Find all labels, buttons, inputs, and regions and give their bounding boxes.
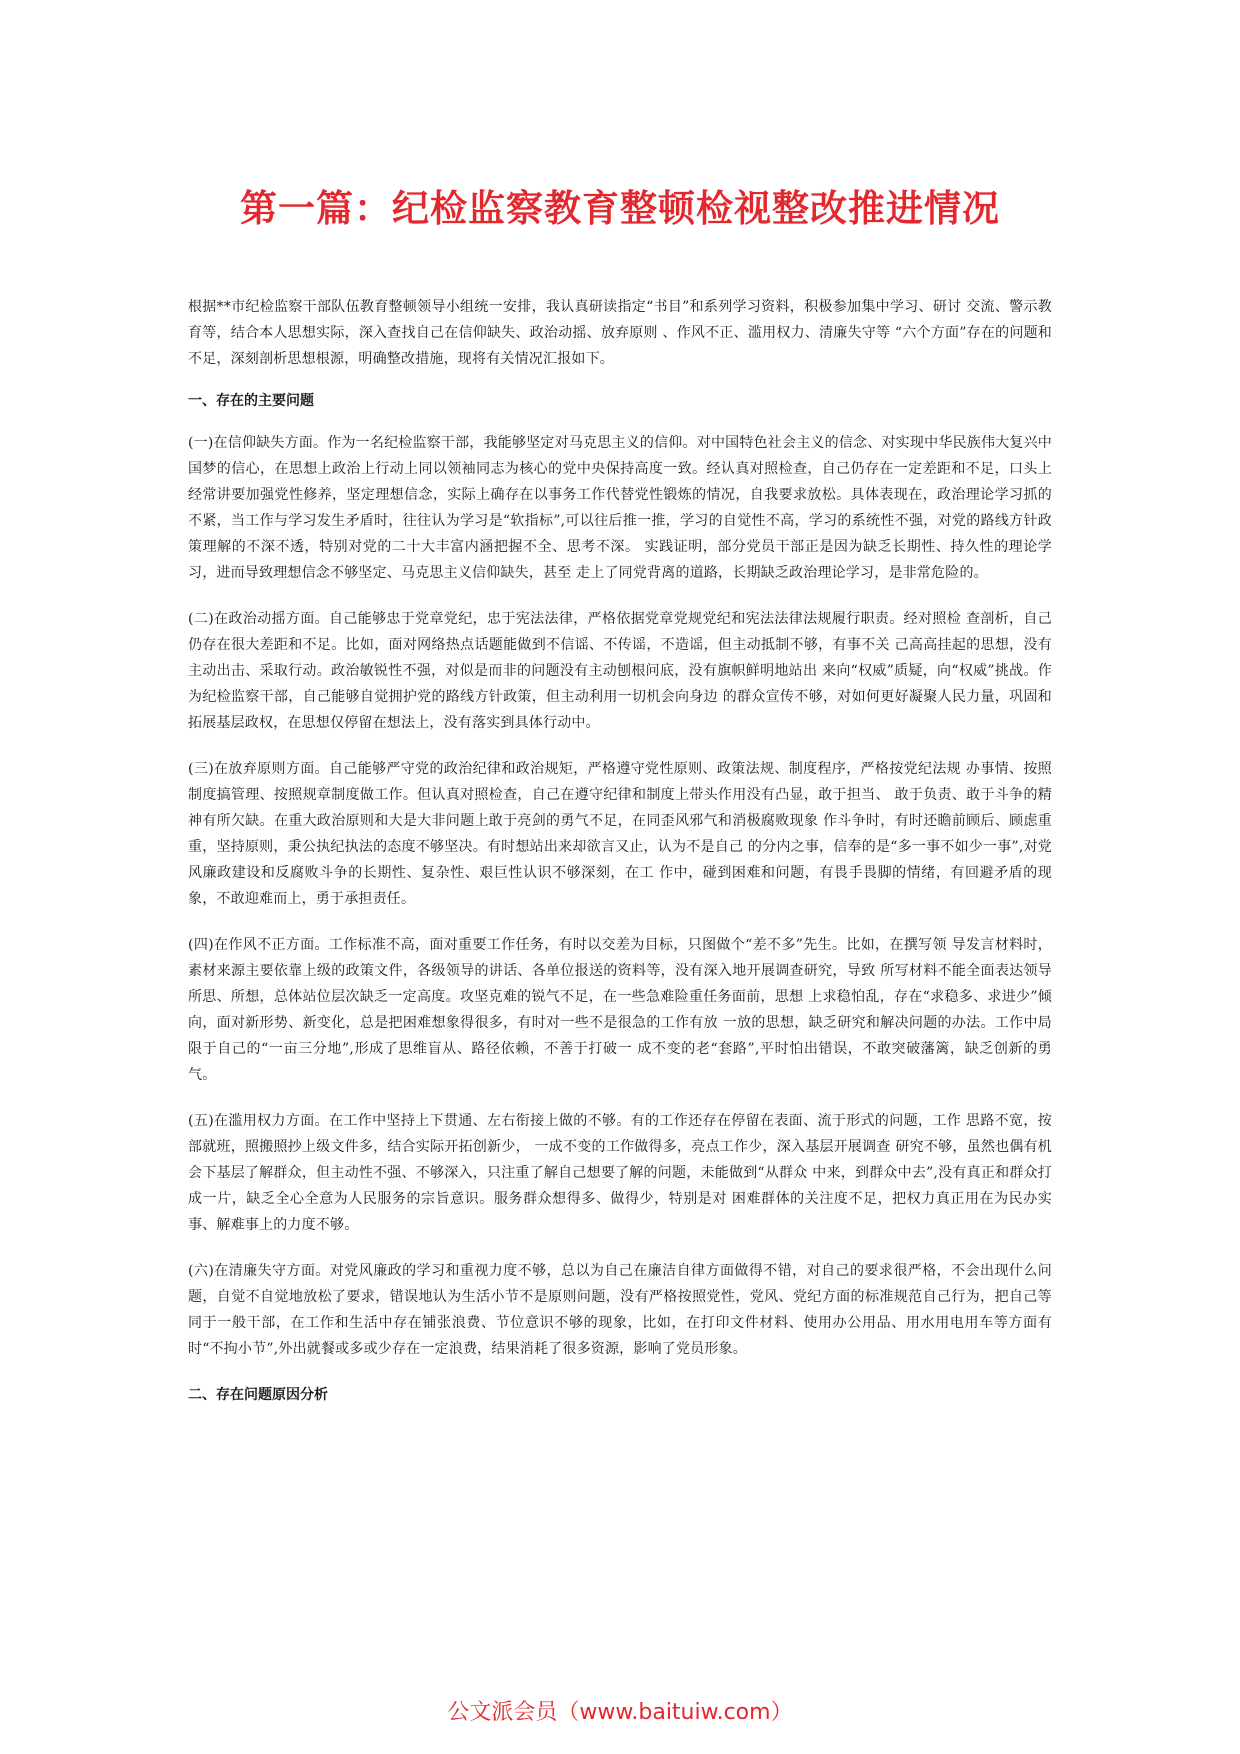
document-body [188,294,1052,1424]
paragraph-power: (五)在滥用权力方面。在工作中坚持上下贯通、左右衔接上做的不够。有的工作还存在停留在表面、流于形式的问题，工作 思路不宽，按部就班，照搬照抄上级文件多，结合实际开拓创新少， 一成不变的工作做得多，亮点工作少，深入基层开展调查 研究不够，虽然也偶有机会下基层了解群众，但主动性不强、不够深入，只注重了解自己想要了解的问题，未能做到“从群众 中来，到群众中去”,没有真正和群众打成一片，缺乏全心全意为人民服务的宗旨意识。服务群众想得多、做得少，特别是对 困难群体的关注度不足，把权力真正用在为民办实事、解难事上的力度不够。 [188,1113,1052,1233]
section-heading-problems: 一、存在的主要问题 [188,393,314,409]
paragraph-politics: (二)在政治动摇方面。自己能够忠于党章党纪，忠于宪法法律，严格依据党章党规党纪和宪法法律法规履行职责。经对照检 查剖析，自己仍存在很大差距和不足。比如，面对网络热点话题能做到不信谣、不传谣，不造谣，但主动抵制不够，有事不关 己高高挂起的思想，没有主动出击、采取行动。政治敏锐性不强，对似是而非的问题没有主动刨根问底，没有旗帜鲜明地站出 来向“权威”质疑，向“权威”挑战。作为纪检监察干部，自己能够自觉拥护党的路线方针政策，但主动利用一切机会向身边 的群众宣传不够，对如何更好凝聚人民力量，巩固和拓展基层政权，在思想仅停留在想法上，没有落实到具体行动中。 [188,611,1052,731]
footer-watermark-link[interactable]: 公文派会员（www.baituiw.com） [447,1700,793,1725]
document-title: 第一篇：纪检监察教育整顿检视整改推进情况 [240,187,1000,230]
section-heading-causes: 二、存在问题原因分析 [188,1387,328,1403]
paragraph-integrity: (六)在清廉失守方面。对党风廉政的学习和重视力度不够，总以为自己在廉洁自律方面做得不错，对自己的要求很严格，不会出现什么问题，自觉不自觉地放松了要求，错误地认为生活小节不是原则问题，没有严格按照党性，党风、党纪方面的标准规范自己行为，把自己等同于一般干部，在工作和生活中存在铺张浪费、节位意识不够的现象，比如，在打印文件材料、使用办公用品、用水用电用车等方面有时“不拘小节”,外出就餐或多或少存在一定浪费，结果消耗了很多资源，影响了党员形象。 [188,1263,1052,1357]
intro-paragraph: 根据**市纪检监察干部队伍教育整顿领导小组统一安排，我认真研读指定“书目”和系列学习资料，积极参加集中学习、研讨 交流、警示教育等，结合本人思想实际，深入查找自己在信仰缺失、政治动摇、放弃原则 、作风不正、滥用权力、清廉失守等 “六个方面”存在的问题和不足，深刻剖析思想根源，明确整改措施，现将有关情况汇报如下。 [188,299,1052,367]
paragraph-principles: (三)在放弃原则方面。自己能够严守党的政治纪律和政治规矩，严格遵守党性原则、政策法规、制度程序，严格按党纪法规 办事情、按照制度搞管理、按照规章制度做工作。但认真对照检查，自己在遵守纪律和制度上带头作用没有凸显，敢于担当、 敢于负责、敢于斗争的精神有所欠缺。在重大政治原则和大是大非问题上敢于亮剑的勇气不足，在同歪风邪气和消极腐败现象 作斗争时，有时还瞻前顾后、顾虑重重，坚持原则，秉公执纪执法的态度不够坚决。有时想站出来却欲言又止，认为不是自己 的分内之事，信奉的是“多一事不如少一事”,对党风廉政建设和反腐败斗争的长期性、复杂性、艰巨性认识不够深刻，在工 作中，碰到困难和问题，有畏手畏脚的情绪，有回避矛盾的现象，不敢迎难而上，勇于承担责任。 [188,761,1052,907]
paragraph-belief: (一)在信仰缺失方面。作为一名纪检监察干部，我能够坚定对马克思主义的信仰。对中国特色社会主义的信念、对实现中华民族伟大复兴中国梦的信心，在思想上政治上行动上同以领袖同志为核心的党中央保持高度一致。经认真对照检查，自己仍存在一定差距和不足，口头上经常讲要加强党性修养，坚定理想信念，实际上确存在以事务工作代替党性锻炼的情况，自我要求放松。具体表现在，政治理论学习抓的不紧，当工作与学习发生矛盾时，往往认为学习是“软指标”,可以往后推一推，学习的自觉性不高，学习的系统性不强，对党的路线方针政策理解的不深不透，特别对党的二十大丰富内涵把握不全、思考不深。 实践证明，部分党员干部正是因为缺乏长期性、持久性的理论学习，进而导致理想信念不够坚定、马克思主义信仰缺失，甚至 走上了同党背离的道路，长期缺乏政治理论学习，是非常危险的。 [188,435,1052,581]
paragraph-work-style: (四)在作风不正方面。工作标准不高，面对重要工作任务，有时以交差为目标，只图做个“差不多”先生。比如，在撰写领 导发言材料时，素材来源主要依靠上级的政策文件，各级领导的讲话、各单位报送的资料等，没有深入地开展调查研究，导致 所写材料不能全面表达领导所思、所想，总体站位层次缺乏一定高度。攻坚克难的锐气不足，在一些急难险重任务面前，思想 上求稳怕乱，存在“求稳多、求进少”倾向，面对新形势、新变化，总是把困难想象得很多，有时对一些不是很急的工作有放 一放的思想，缺乏研究和解决问题的办法。工作中局限于自己的“一亩三分地”,形成了思维盲从、路径依赖，不善于打破一 成不变的老“套路”,平时怕出错误，不敢突破藩篱，缺乏创新的勇气。 [188,937,1052,1083]
